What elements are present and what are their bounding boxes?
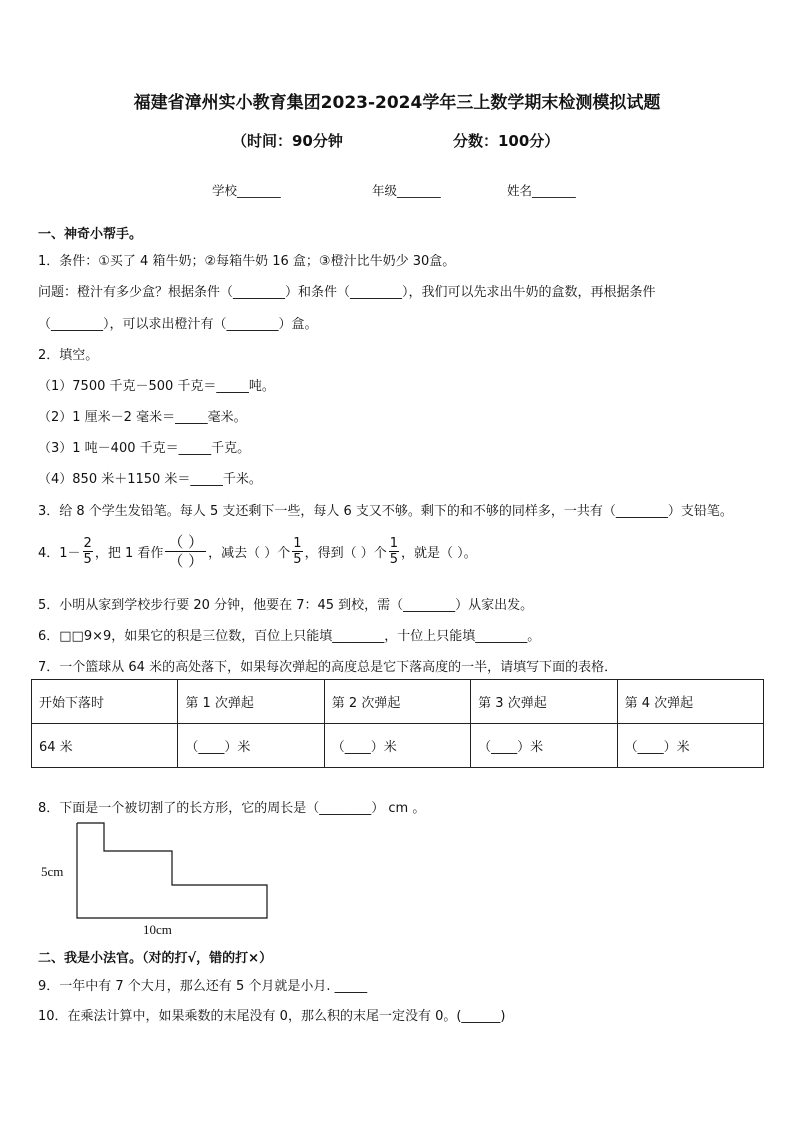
q4-text: ，减去（ ）个	[208, 546, 291, 561]
question-7: 7．一个篮球从 64 米的高处落下，如果每次弹起的高度总是它下落高度的一半，请填写下面的表格．	[38, 660, 618, 675]
table-header-cell: 第 3 次弹起	[471, 680, 617, 724]
fraction-one-fifth	[292, 536, 302, 567]
table-cell-blank[interactable]: （____）米	[324, 724, 470, 768]
fraction-two-fifths	[83, 536, 93, 567]
fraction-denominator: 5	[293, 552, 302, 567]
grade-field: 年级_______	[372, 183, 441, 198]
fraction-numerator: 2	[83, 536, 92, 551]
fraction-numerator-blank: （ ）	[165, 533, 206, 552]
question-1-problem: 问题：橙汁有多少盒？根据条件（________）和条件（________），我们可以先求出牛奶的盒数，再根据条件	[38, 285, 656, 300]
question-2-item: （3）1 吨－400 千克＝_____千克。	[38, 441, 251, 456]
question-6: 6．□□9×9，如果它的积是三位数，百位上只能填________，十位上只能填________。	[38, 629, 541, 644]
table-header-cell: 第 4 次弹起	[617, 680, 763, 724]
q4-prefix: 4．1－	[38, 546, 81, 561]
question-2-item: （1）7500 千克－500 千克＝_____吨。	[38, 379, 275, 394]
exam-time: （时间：90分钟	[232, 132, 343, 150]
fraction-denominator: 5	[83, 552, 92, 567]
fraction-denominator-blank: （ ）	[168, 552, 204, 570]
cut-rectangle-outline	[77, 823, 267, 918]
fraction-denominator: 5	[389, 552, 398, 567]
section-1-heading: 一、神奇小帮手。	[38, 227, 143, 242]
question-10: 10．在乘法计算中，如果乘数的末尾没有 0，那么积的末尾一定没有 0。(______)	[38, 1009, 506, 1024]
question-2-item: （2）1 厘米－2 毫米＝_____毫米。	[38, 410, 247, 425]
fraction-one-fifth	[389, 536, 399, 567]
fraction-blank	[165, 533, 206, 570]
question-8: 8．下面是一个被切割了的长方形，它的周长是（________） cm 。	[38, 801, 426, 816]
table-header-cell: 第 2 次弹起	[324, 680, 470, 724]
name-field: 姓名_______	[507, 183, 576, 198]
table-header-row	[32, 680, 764, 724]
q4-text: ，把 1 看作	[94, 546, 164, 561]
table-cell-blank[interactable]: （____）米	[471, 724, 617, 768]
table-cell-blank[interactable]: （____）米	[617, 724, 763, 768]
table-cell: 64 米	[32, 724, 178, 768]
question-2-title: 2．填空。	[38, 348, 99, 363]
page-title: 福建省漳州实小教育集团2023-2024学年三上数学期末检测模拟试题	[133, 93, 661, 113]
school-field: 学校_______	[212, 183, 281, 198]
height-label: 5cm	[41, 864, 64, 879]
question-1-problem-cont: （________），可以求出橙汁有（________）盒。	[38, 317, 318, 332]
section-2-heading: 二、我是小法官。（对的打√，错的打×）	[38, 951, 273, 966]
bounce-table	[31, 679, 764, 768]
width-label: 10cm	[143, 922, 172, 937]
question-1-conditions: 1．条件：①买了 4 箱牛奶；②每箱牛奶 16 盒；③橙汁比牛奶少 30盒。	[38, 254, 456, 269]
table-header-cell: 开始下落时	[32, 680, 178, 724]
question-4	[38, 533, 477, 570]
exam-score: 分数：100分）	[453, 132, 560, 150]
fraction-numerator: 1	[389, 536, 398, 551]
table-row	[32, 724, 764, 768]
question-9: 9．一年中有 7 个大月，那么还有 5 个月就是小月. _____	[38, 979, 368, 994]
question-2-item: （4）850 米＋1150 米＝_____千米。	[38, 472, 262, 487]
table-cell-blank[interactable]: （____）米	[178, 724, 324, 768]
table-header-cell: 第 1 次弹起	[178, 680, 324, 724]
question-5: 5．小明从家到学校步行要 20 分钟，他要在 7：45 到校，需（________）从家出发。	[38, 598, 534, 613]
question-3: 3．给 8 个学生发铅笔。每人 5 支还剩下一些，每人 6 支又不够。剩下的和不够的同样多，一共有（________）支铅笔。	[38, 504, 733, 519]
q4-text: ，得到（ ）个	[304, 546, 387, 561]
q4-suffix: ，就是（ ）。	[401, 546, 477, 561]
fraction-numerator: 1	[293, 536, 302, 551]
